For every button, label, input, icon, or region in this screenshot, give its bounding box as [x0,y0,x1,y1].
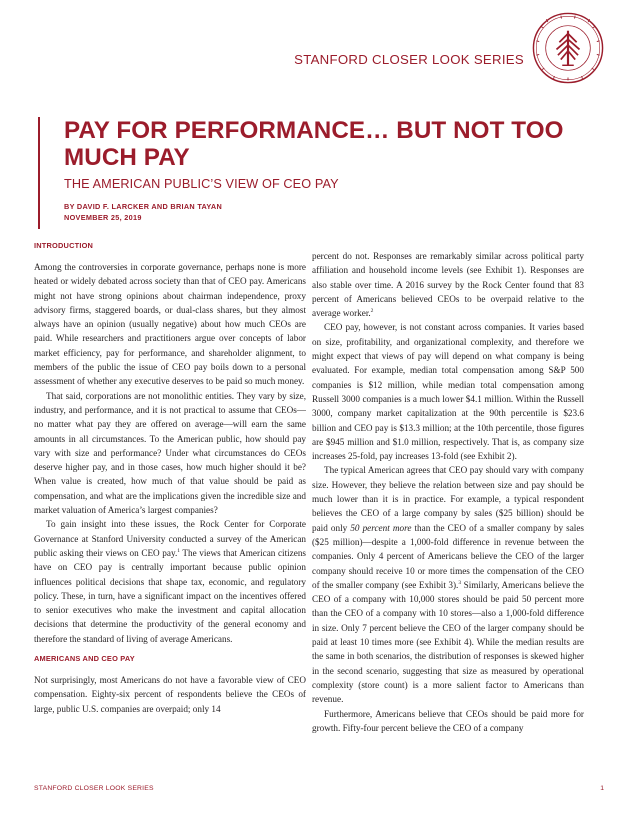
paragraph-text: Similarly, Americans believe the CEO of a company with 10,000 stores should be paid 50 percent more than the CEO of a company with 10 stores—also a 1,000-fold difference in size. Only 7 percent believe the CEO of the larger company should be paid at least 10 times more (see Exhibit 4). While the median results are the same in both scenarios, the distribution of responses is skewed higher in the second scenario, suggesting that size as measured by operational complexity (store count) is a more salient factor to Americans than revenue. [312,579,584,705]
paragraph-text: percent do not. Responses are remarkably similar across political party affiliation and household income levels (see Exhibit 1). Responses are also stable over time. A 2016 survey by the Rock Center found that 83 percent of Americans believed CEOs to be overpaid relative to the average worker. [312,251,584,319]
paragraph: CEO pay, however, is not constant across companies. It varies based on size, profitability, and organizational complexity, and therefore we might expect that views of pay will depend on what company is being evaluated. For example, median total compensation among S&P 500 companies is $12 million, while median total compensation among Russell 3000 companies is a much lower $4.1 million. Within the Russell 3000, company market capitalization at the 90th percentile is $23.6 billion and CEO pay is $13.3 million; at the 10th percentile, those figures are $945 million and $1.0 million, respectively. That is, as company size increases 25-fold, pay increases 13-fold (see Exhibit 2). [312,322,584,462]
authors: BY DAVID F. LARCKER AND BRIAN TAYAN [64,202,223,211]
paragraph-text: To gain insight into these issues, the Rock Center for Corporate Governance at Stanford University conducted a survey of the American public asking their views on CEO pay. [34,519,306,558]
footnote-marker: 3 [458,579,462,586]
publication-date: NOVEMBER 25, 2019 [64,213,142,222]
paragraph-text: than the CEO of a smaller company by sales ($25 million)—despite a 1,000-fold difference in revenue between the companies. Only 4 percent of Americans believe the CEO of the larger company should receive 10 or more times the compensation of the CEO of the smaller company (see Exhibit 3). [312,522,585,590]
introduction-heading: INTRODUCTION [34,241,94,250]
paragraph-text: The views that American citizens have on CEO pay is centrally important because public opinion influences political decisions that shape tax, economic, and regulatory policy. These, in turn, have a significant impact on the incentives offered to senior executives who make the investment and capital allocation decisions that determine the productivity of the general economy and therefore the standard of living of average Americans. [34,547,307,644]
footer-series: STANFORD CLOSER LOOK SERIES [34,785,154,792]
paragraph-text: The typical American agrees that CEO pay should vary with company size. However, they believe the relation between size and pay should be much lower than it is in practice. For example, a typical respondent believes the CEO of a large company by sales ($25 billion) should be paid only [312,465,584,533]
footnote-marker: 2 [370,308,374,315]
paragraph [34,517,306,646]
emphasis-text: 50 percent more [350,522,412,533]
title-block [38,117,624,229]
byline [64,201,624,223]
document-subtitle: THE AMERICAN PUBLIC’S VIEW OF CEO PAY [64,177,339,191]
paragraph: Among the controversies in corporate governance, perhaps none is more heated or widely debated across society than that of CEO pay. Americans might not have strong opinions about chairman independence, proxy advisory firms, staggered boards, or dual-class shares, but they almost always have an opinion (usually negative) about how much CEOs are paid. While researchers and practitioners argue over concepts of labor market efficiency, pay for performance, and shareholder alignment, to members of the public the issue of CEO pay boils down to a personal assessment of whether any executive deserves to be paid so much money. [34,262,306,387]
document-title: PAY FOR PERFORMANCE… BUT NOT TOO MUCH PAY [64,117,564,171]
right-column [312,249,584,735]
paragraph: Not surprisingly, most Americans do not have a favorable view of CEO compensation. Eighty-six percent of respondents believe the CEOs of large, public U.S. companies are overpaid; only 14 [34,675,306,714]
paragraph [312,249,584,320]
paragraph [312,463,584,706]
footnote-marker: 1 [177,547,180,554]
page-number: 1 [600,785,604,792]
paragraph: That said, corporations are not monolithic entities. They vary by size, industry, and performance, and it is not practical to assume that CEOs—no matter what pay they are offered on average—will earn the same amounts in all circumstances. To the American public, how should pay vary with size and performance? Under what circumstances do CEOs deserve higher pay, and in those cases, how much higher should it be? When value is created, how much of that value should be paid as compensation, and what are the implications given the incredible size and market valuation of America’s largest companies? [34,390,306,516]
stanford-seal-icon [532,12,604,84]
paragraph: Furthermore, Americans believe that CEOs should be paid more for growth. Fifty-four percent believe the CEO of a company [312,708,584,733]
americans-ceo-pay-heading: AMERICANS AND CEO PAY [34,654,135,664]
series-header: STANFORD CLOSER LOOK SERIES [294,52,524,67]
left-column [34,241,306,716]
